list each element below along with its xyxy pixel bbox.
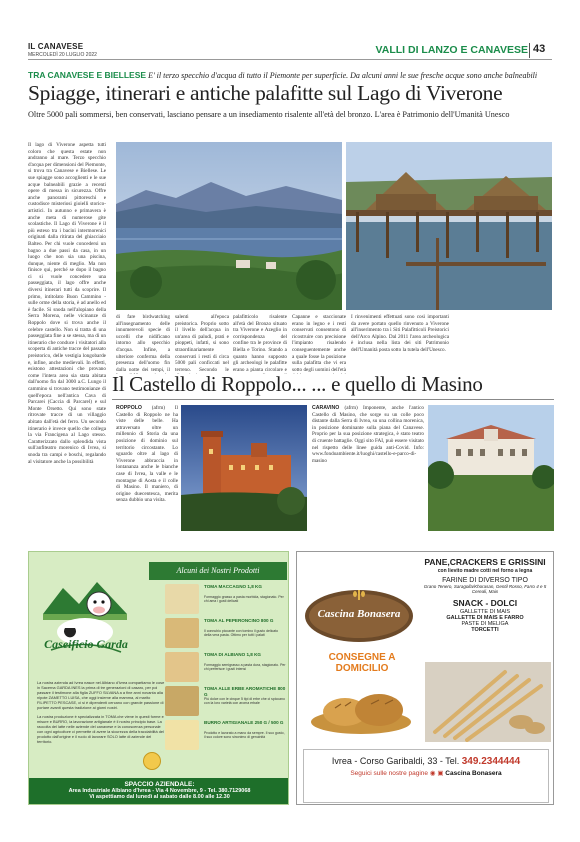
- bonasera-address: [304, 756, 548, 767]
- quality-seal-icon: [143, 752, 161, 770]
- roppolo-castle-svg: [181, 405, 307, 531]
- masino-article: [312, 405, 424, 531]
- caseificio-desc-p1: La nostra azienda ad Ivrea nasce nel Albiano d'Ivrea compartiamo le cose in Sacerna GARDA INES la prima di tre generazioni di casaro, per poi passare il testimone alla figlia ZUFFO SILVANA a a fine anni novanta alla nipote ZAMETTO LUISA, che oggi insieme alla mamma, al marito FILIPETTO PESCASE, ci si è dipendenti cercano con grande passione di portare avanti questa tradizione ai giorni nostri.: [37, 680, 165, 711]
- product-item: [165, 652, 287, 685]
- section-title: VALLI DI LANZO E CANAVESE: [375, 44, 528, 56]
- product-item: [165, 720, 287, 753]
- bonasera-brand: Cascina Bonasera: [317, 608, 401, 620]
- product-desc: Più dolce con le cinque 5 tipi di erbe che ci spiccano con la loro varietà con aroma erbale: [204, 697, 285, 706]
- castle-headline: Il Castello di Roppolo... ... e quello di Masino: [112, 372, 483, 396]
- bread-heading: PANE,CRACKERS E GRISSINI: [424, 557, 546, 567]
- cheese-icon: [165, 686, 199, 716]
- home-delivery-label: CONSEGNE A DOMICILIO: [328, 652, 396, 674]
- product-name: TOMA AL PEPERONCINO 800 G: [204, 618, 274, 623]
- masino-castle-svg: [428, 405, 554, 531]
- flour-heading: FARINE DI DIVERSO TIPO: [442, 577, 528, 584]
- products-banner: Alcuni dei Nostri Prodotti: [149, 562, 287, 580]
- article-column-3: salenti all'epoca preistorica. Proprio sotto il livello dell'acqua in un'area di paludi, prati e pioppeti, infatti, si sono straordinariamente conservati i resti di circa 5000 pali conficcati nel terreno. Secondo le: [175, 314, 229, 373]
- masino-text: (afrm) Imponente, anche l'antico Castello di Masino, che sorge su un colle poco distante dalla Serra di Ivrea, su una collina morenica, in posizione dominante sulla piana del Canavese. Proprio per la sua posizione strategica, è stato teatro di cruente battaglie. Oggi sito FAI, può essere visitato nel rispetto delle linee guida anti-Covid. Info: www.fondoambiente.it/luoghi/castello-e-parco-di-masino: [312, 405, 424, 464]
- palafitte-photo: [346, 142, 552, 310]
- caseificio-description: [37, 680, 165, 747]
- cheese-icon: [165, 584, 199, 614]
- caseificio-desc-p2: La nostra produzione è specializzata in TOMA che viene in questi forme e misure e BURRO, la lavorazione artigianale è il nostro principio base. La raccolta del latte nelle aziende del canavese e la conoscenza personale con ogni agricoltore ci permette di avere la sicurezza della tracciabilità del prodotto dall'origine e il ruolo di lavorare SOLO latte di aziende del territorio.: [37, 713, 164, 745]
- snack-item: GALLETTE DI MAIS: [459, 609, 511, 615]
- product-name: TOMA ALLE ERBE AROMATICHE 800 G: [204, 686, 286, 697]
- roppolo-article: [116, 405, 178, 531]
- palafitte-photo-svg: [346, 142, 552, 310]
- phone-number: 349.2344444: [461, 756, 521, 767]
- caseificio-garda-ad: [28, 551, 289, 805]
- follow-brand: Cascina Bonasera: [445, 770, 502, 777]
- snack-item: GALLETTE DI MAIS E FARRO: [446, 615, 524, 621]
- spaccio-title: SPACCIO AZIENDALE:: [124, 781, 195, 788]
- product-desc: Il connubio piccante con tomino il gusto delicato della vera pasta. Ottimo per tutti i palati: [204, 629, 279, 638]
- article-kicker: [28, 70, 558, 80]
- article-column-1: Il lago di Viverone aspetta tutti coloro che questa estate non andranno al mare. Terzo specchio d'acqua per dimensioni del Piemonte, si trova tra Canavese e Biellese. Le sue spiagge sono accoglienti e le sue acque balneabili grazie a recenti opere di messa in sicurezza. Offre anche panorami pittoreschi e custodisce misteriosi gioielli storico-artistici. In autunno e primavera è anche meta di numerose gite scolastiche. Il Lago di Viverone è il più esteso tra i bacini intermorenici originati dalla ritirata del ghiacciaio Balteo. Per chi vuole concedersi un bagno a due passi da casa, in un luogo che non sia una piscina, dunque, niente di meglio. Ma non finisce qui, perché se dopo il bagno ci si vuole concedere una passeggiata, il lago offre anche diversi itinerari tutti da scoprire. Il primo, intitolato Buon Cammino - sulle orme della storia, è ad anello ed è facile. Si snoda nell'alopiano della Serra Morena, nelle vicinanze di Roppolo dove si trova anche il celebre castello. Non si tratta di una passeggiata fine a se stessa, ma di un itinerario che conduce i visitatori alla scoperta di antiche tracce del passato preistorico, delle vestigia longobarde e, infine, anche medievali. In effetti, esistono attestazioni che provano come l'intera area sia stata abitata dall'uomo fin dal 3000 a.C. Lungo il cammino si trovano testimonianze di quell'epoca nell'antica Cava di Parcarei (Caccia di Parcarel) e sul Monte Orsetto. Qui sono state ritrovate tracce di un villaggio abitato dall'età del ferro. Un secondo itinerario è invece quello che collega la via Francigena al Lago stesso. Caratterizzato dallo splendida vista sull'anfiteatro morenico di Ivrea, si snoda tra campi e boschi, regalando al visitatore anche la possibilità: [28, 142, 106, 465]
- product-item: [165, 618, 287, 651]
- cow-logo-icon: [39, 574, 131, 674]
- article-headline: Spiagge, itinerari e antiche palafitte sul Lago di Viverone: [28, 81, 503, 105]
- masino-castle-photo: [428, 405, 554, 531]
- article-subhead: Oltre 5000 pali sommersi, ben conservati, lasciano pensare a un insediamento risalente all'età del bronzo. L'area è Patrimonio dell'Umanità Unesco: [28, 110, 510, 119]
- page-number: 43: [533, 43, 546, 55]
- product-desc: Formaggio semigrasso a pasta dura, stagionato. Per chi preferisce i gusti intensi: [204, 663, 286, 672]
- product-desc: Prodotto e lavorato a mano da sempre. Il suo gusto, il suo colore sono sinonimo di genuinità: [204, 731, 285, 740]
- lake-photo: [116, 142, 342, 310]
- roppolo-lead: ROPPOLO: [116, 405, 142, 411]
- kicker-label: TRA CANAVESE E BIELLESE: [28, 70, 147, 80]
- spaccio-address: Area Industriale Albiano d'Ivrea - Via 4 Novembre, 9 - Tel. 380.7129068: [68, 788, 251, 794]
- product-desc: Formaggio grasso a pasta morbida, stagionato. Per chi ama i gusti delicati: [204, 595, 284, 604]
- header-rule: [28, 59, 552, 60]
- follow-text: Seguici sulle nostre pagine: [350, 770, 429, 777]
- bread-subheading: con lievito madre cotti nel forno a legna: [437, 568, 533, 574]
- snack-item: PASTE DI MELIGA: [461, 621, 509, 627]
- bonasera-contact: [303, 749, 549, 803]
- product-name: BURRO ARTIGIANALE 250 G / 500 G: [204, 720, 284, 725]
- issue-date: MERCOLEDÌ 20 LUGLIO 2022: [28, 52, 97, 58]
- social-follow: [304, 769, 548, 777]
- newspaper-name: IL CANAVESE: [28, 42, 84, 51]
- snack-heading: SNACK - DOLCI: [452, 598, 518, 608]
- caseificio-brand: Caseificio Garda: [44, 637, 128, 651]
- butter-icon: [165, 720, 199, 750]
- roppolo-text: (afrm) Il Castello di Roppolo ne ha viste delle belle. Ha attraversato oltre un millennio di Storia da una posizione di dominio sul territorio circostante. Lo sguardo oltre al lago di Viverone abbraccia in lontananza anche le bianche case di Ivrea, la valle e le montagne di Aosta e il colle di Masino. Il maniero, di origine duecentesca, merita senza dubbio una visita.: [116, 405, 178, 504]
- cheese-icon: [165, 652, 199, 682]
- masino-lead: CARAVINO: [312, 405, 340, 411]
- grissini-photo: [425, 662, 551, 742]
- header-divider: [529, 43, 530, 58]
- kicker-text: E' il terzo specchio d'acqua di tutto il Piemonte per superficie. Da alcuni anni le sue fresche acque sono anche balneabili: [148, 71, 538, 80]
- snack-item: TORCETTI: [471, 627, 499, 633]
- product-name: TOMA MACCAGNO 1,8 KG: [204, 584, 262, 589]
- product-list: [165, 584, 287, 754]
- cheese-icon: [165, 618, 199, 648]
- product-item: [165, 584, 287, 617]
- lake-photo-svg: [116, 142, 342, 310]
- roppolo-castle-photo: [181, 405, 307, 531]
- spaccio-hours: Vi aspettiamo dal lunedì al sabato dalle 8.00 alle 12.30: [89, 794, 230, 800]
- masthead: [28, 42, 178, 58]
- product-name: TOMA DI ALBIANO 1,8 KG: [204, 652, 261, 657]
- article-column-2: di fare birdwatching all'insegnamento delle innumerevoli specie di uccelli che nidificano intorno allo specchio d'acqua. Infine, a ulteriore conferma della presenza dell'uomo fin dalla notte dei tempi, il: [116, 314, 170, 373]
- grissini-photo-svg: [425, 662, 551, 742]
- castle-headline-rule: [112, 399, 554, 400]
- flour-types: Grano Tenero, Saragolla/Khorasan, Gentil Rosso, Farro 4 e 5 Cereali, Mais: [423, 584, 547, 594]
- caseificio-logo: [39, 574, 131, 674]
- article-column-4: palafitticolo risalente all'età del Bronzo situato tra Viverone e Azeglio in corrispondenza del confine tra le province di Biella e Torino. Stando a quanto hanno supposto gli archeologi le palafitte erano a pianta circolare e: [233, 314, 287, 373]
- cascina-bonasera-ad: [296, 551, 554, 805]
- bonasera-products: [419, 558, 551, 633]
- article-column-6: I rinvenimenti effettuati sono così importanti da avere portato quello rinvenuto a Viverone all'inserimento tra i Siti Palafitticoli Preistorici dell'Arco Alpino. Dal 2011 l'area archeologica è inclusa nella lista dei siti Patrimonio dell'Umanità posta sotto la tutela dell'Unesco.: [351, 314, 449, 353]
- facebook-icon: ◉: [429, 770, 436, 777]
- address-text: Ivrea - Corso Garibaldi, 33 - Tel.: [331, 756, 460, 766]
- article-column-5: Capanne e staccionate erano in legno e i resti conservati consentono di ricostruire con precisione l'impianto risalendo conseguentemente anche a quale fosse la posizione sulla palafitta che vi era sotto degli uomini dell'età: [292, 314, 346, 373]
- bread-icon: [305, 678, 417, 738]
- instagram-icon: ▣: [437, 770, 444, 777]
- product-item: [165, 686, 287, 719]
- bonasera-logo: [303, 586, 415, 646]
- bread-illustration: [305, 678, 417, 738]
- spaccio-footer: [29, 778, 289, 805]
